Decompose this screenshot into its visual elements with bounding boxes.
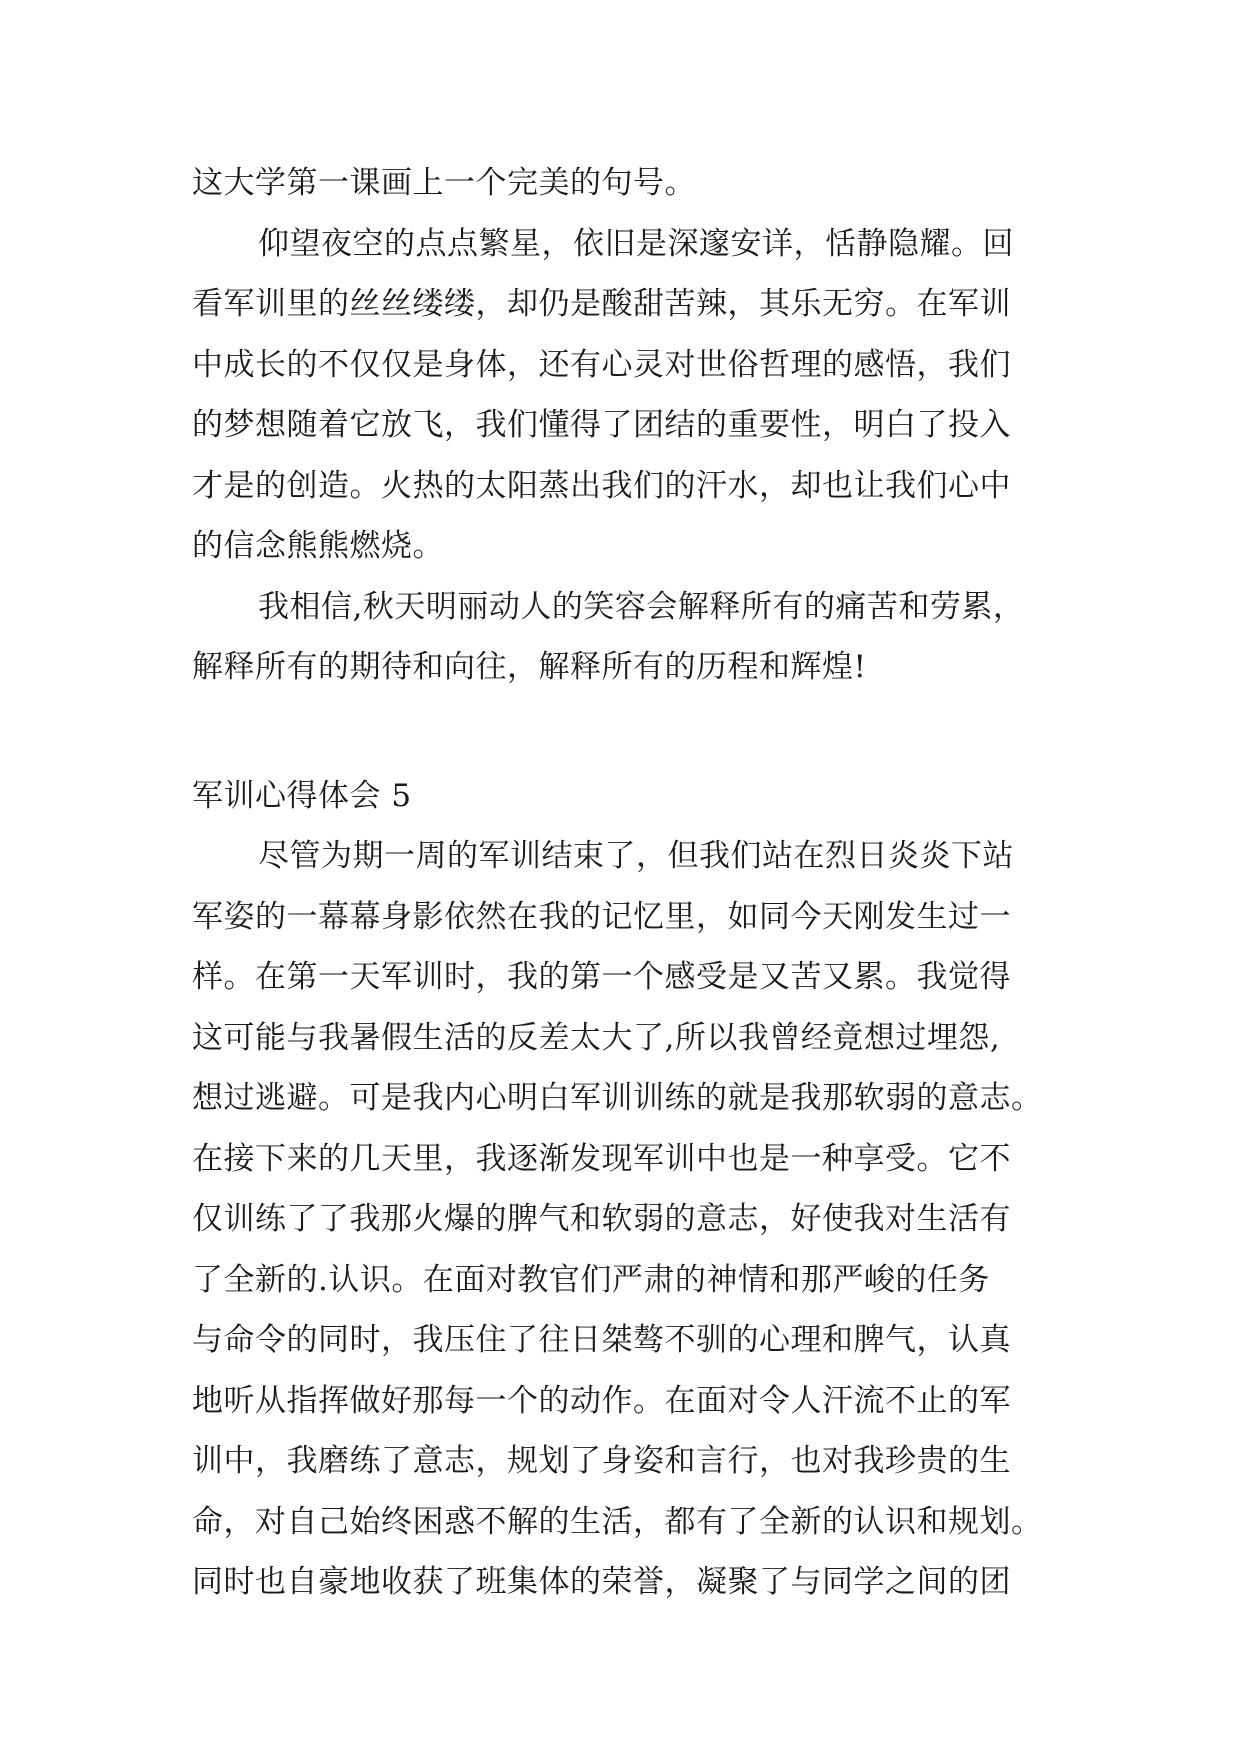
paragraph-spacer (192, 698, 1058, 766)
text-line: 地听从指挥做好那每一个的动作。在面对令人汗流不止的军 (192, 1382, 1011, 1419)
text-line: 仅训练了了我那火爆的脾气和软弱的意志，好使我对生活有 (192, 1201, 1011, 1237)
text-line: 样。在第一天军训时，我的第一个感受是又苦又累。我觉得 (192, 959, 1011, 995)
text-line: 仰望夜空的点点繁星，依旧是深邃安详，恬静隐耀。回 (258, 225, 1014, 262)
text-line: 的梦想随着它放飞，我们懂得了团结的重要性，明白了投入 (192, 407, 1011, 443)
text-line: 训中，我磨练了意志，规划了身姿和言行，也对我珍贵的生 (192, 1443, 1011, 1479)
document-body (192, 153, 1058, 1613)
text-line: 同时也自豪地收获了班集体的荣誉，凝聚了与同学之间的团 (192, 1564, 1011, 1600)
text-line: 想过逃避。可是我内心明白军训训练的就是我那软弱的意志。 (192, 1080, 1043, 1116)
text-line: 军姿的一幕幕身影依然在我的记忆里，如同今天刚发生过一 (192, 898, 1011, 935)
text-line: 的信念熊熊燃烧。 (192, 528, 444, 564)
text-line: 中成长的不仅仅是身体，还有心灵对世俗哲理的感悟，我们 (192, 346, 1011, 383)
paragraph-autumn (192, 577, 1058, 698)
text-line: 命，对自己始终困惑不解的生活，都有了全新的认识和规划。 (192, 1503, 1043, 1540)
paragraph-night-sky (192, 214, 1058, 577)
text-line: 与命令的同时，我压住了往日桀骜不驯的心理和脾气，认真 (192, 1322, 1011, 1358)
text-line: 尽管为期一周的军训结束了，但我们站在烈日炎炎下站 (258, 838, 1014, 874)
section-heading: 军训心得体会 5 (192, 777, 412, 814)
section-end-paragraph (192, 153, 1058, 214)
text-line: 在接下来的几天里，我逐渐发现军训中也是一种享受。它不 (192, 1140, 1011, 1177)
paragraph-military-training (192, 826, 1058, 1613)
text-line: 解释所有的期待和向往，解释所有的历程和辉煌! (192, 649, 867, 685)
text-line: 了全新的.认识。在面对教官们严肃的神情和那严峻的任务 (192, 1261, 990, 1298)
text-line: 我相信,秋天明丽动人的笑容会解释所有的痛苦和劳累， (258, 588, 1025, 625)
text-line: 才是的创造。火热的太阳蒸出我们的汗水，却也让我们心中 (192, 467, 1011, 504)
text-line: 这可能与我暑假生活的反差太大了,所以我曾经竟想过埋怨, (192, 1019, 1001, 1056)
text-line: 看军训里的丝丝缕缕，却仍是酸甜苦辣，其乐无穷。在军训 (192, 286, 1011, 322)
text-line: 这大学第一课画上一个完美的句号。 (192, 165, 696, 201)
